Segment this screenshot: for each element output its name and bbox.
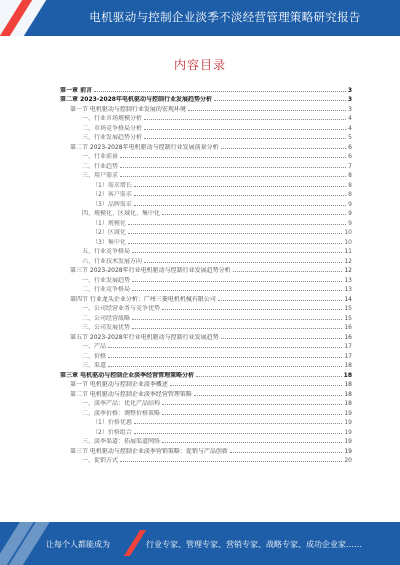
toc-page-number: 9 xyxy=(348,200,352,208)
toc-leader-dots xyxy=(162,404,342,405)
toc-entry[interactable] xyxy=(60,227,352,237)
toc-page-number: 8 xyxy=(348,181,352,189)
toc-heading: 内容目录 xyxy=(173,58,226,72)
toc-entry-title: 一、行业发展趋势 xyxy=(82,276,131,284)
toc-page-number: 6 xyxy=(348,143,352,151)
toc-entry-title: 二、市场竞争格局分析 xyxy=(82,124,143,132)
toc-entry[interactable] xyxy=(60,426,352,436)
toc-entry[interactable] xyxy=(60,407,352,417)
toc-leader-dots xyxy=(132,290,342,291)
toc-leader-dots xyxy=(144,119,346,120)
toc-entry-title: 二、行业竞争格局 xyxy=(82,286,131,293)
toc-page-number: 18 xyxy=(344,362,352,369)
toc-entry[interactable] xyxy=(60,103,352,113)
footer-slogan-right: 行业专家、管理专家、营销专家、战略专家、成功企业家…… xyxy=(146,540,362,549)
toc-entry[interactable] xyxy=(60,151,352,161)
toc-page-number: 12 xyxy=(344,267,352,274)
toc-leader-dots xyxy=(221,148,347,149)
toc-page-number: 3 xyxy=(347,86,352,94)
toc-page-number: 4 xyxy=(348,115,352,122)
toc-entry[interactable] xyxy=(60,132,352,142)
toc-leader-dots xyxy=(134,205,346,206)
toc-entry[interactable] xyxy=(60,445,352,455)
toc-page-number: 9 xyxy=(348,219,352,227)
toc-entry[interactable] xyxy=(60,369,352,379)
toc-entry-title: 三、渠道 xyxy=(82,362,107,369)
toc-page-number: 19 xyxy=(344,409,352,417)
toc-leader-dots xyxy=(218,300,342,301)
toc-page-number: 16 xyxy=(344,324,352,331)
toc-page-number: 18 xyxy=(344,390,352,398)
toc-leader-dots xyxy=(132,328,342,329)
toc-entry-title: 五、行业竞争格局 xyxy=(82,248,131,255)
toc-entry-title: （1）需求增长 xyxy=(92,181,132,189)
toc-page-number: 3 xyxy=(348,105,352,113)
toc-entry-title: （2）价格组合 xyxy=(92,428,132,436)
toc-page-number: 13 xyxy=(344,286,352,293)
toc-leader-dots xyxy=(94,91,346,92)
toc-leader-dots xyxy=(128,243,343,244)
toc-leader-dots xyxy=(162,214,346,215)
toc-entry[interactable] xyxy=(60,170,352,180)
toc-entry[interactable] xyxy=(60,303,352,313)
toc-entry[interactable] xyxy=(60,265,352,275)
toc-entry-title: （3）品牌需求 xyxy=(92,200,132,208)
toc-entry-title: （1）规模化 xyxy=(92,219,126,227)
toc-leader-dots xyxy=(194,395,342,396)
toc-entry[interactable] xyxy=(60,179,352,189)
toc-leader-dots xyxy=(134,186,346,187)
toc-entry[interactable] xyxy=(60,388,352,398)
toc-leader-dots xyxy=(196,376,342,377)
toc-page-number: 17 xyxy=(344,352,352,360)
toc-entry-title: 一、促销方式 xyxy=(82,457,119,464)
toc-entry-title: 二、淡季价格：调整价格策略 xyxy=(82,409,161,417)
toc-leader-dots xyxy=(108,347,342,348)
toc-entry-title: 六、行业技术发展方向 xyxy=(82,257,143,265)
toc-leader-dots xyxy=(162,309,342,310)
toc-entry-title: （2）区域化 xyxy=(92,229,126,236)
toc-entry[interactable] xyxy=(60,189,352,199)
toc-entry-title: 一、淡季产品：优化产品结构 xyxy=(82,400,161,407)
toc-page-number: 19 xyxy=(344,438,352,445)
toc-entry-title: 二、公司经营战略 xyxy=(82,314,131,322)
toc-page-number: 13 xyxy=(344,276,352,284)
toc-page-number: 20 xyxy=(344,457,352,464)
toc-page-number: 19 xyxy=(344,419,352,426)
toc-entry[interactable] xyxy=(60,379,352,389)
toc-leader-dots xyxy=(120,157,346,158)
toc-leader-dots xyxy=(128,233,343,234)
toc-entry-title: 三、公司发展优势 xyxy=(82,324,131,331)
toc-entry-title: 一、产品 xyxy=(82,343,107,350)
toc-leader-dots xyxy=(134,195,346,196)
header-banner xyxy=(0,0,400,36)
toc-entry[interactable] xyxy=(60,246,352,256)
toc-page-number: 10 xyxy=(344,229,352,236)
toc-page-number: 18 xyxy=(343,371,352,379)
toc-entry[interactable] xyxy=(60,293,352,303)
footer-separator xyxy=(124,530,146,556)
toc-page-number: 15 xyxy=(344,314,352,322)
footer-slogan-left: 让每个人都能成为 xyxy=(46,540,110,549)
toc-page-number: 9 xyxy=(348,210,352,217)
toc-leader-dots xyxy=(233,271,343,272)
toc-entry[interactable] xyxy=(60,331,352,341)
toc-leader-dots xyxy=(120,167,346,168)
toc-page-number: 6 xyxy=(348,153,352,160)
toc-entry-title: 四、规模化、区域化、集中化 xyxy=(82,210,161,217)
toc-leader-dots xyxy=(162,442,342,443)
toc-leader-dots xyxy=(120,176,346,177)
toc-entry[interactable] xyxy=(60,398,352,408)
report-title: 电机驱动与控制企业淡季不淡经营管理策略研究报告 xyxy=(89,10,361,24)
toc-entry[interactable] xyxy=(60,236,352,246)
toc-entry[interactable] xyxy=(60,341,352,351)
toc-entry-title: 第一章 前言 xyxy=(60,86,93,94)
toc-page-number: 19 xyxy=(344,447,352,455)
toc-page-number: 11 xyxy=(344,248,352,255)
toc-leader-dots xyxy=(170,385,342,386)
toc-entry-title: 三、行业发展趋势分析 xyxy=(82,134,143,141)
toc-entry-title: （3）集中化 xyxy=(92,238,126,246)
footer-banner xyxy=(0,522,400,565)
toc-entry[interactable] xyxy=(60,417,352,427)
toc-page-number: 12 xyxy=(344,257,352,265)
toc-page-number: 18 xyxy=(344,400,352,407)
toc-leader-dots xyxy=(144,262,342,263)
toc-entry-title: 第二节 2023-2028年电机驱动与控制行业发展前景分析 xyxy=(70,143,219,151)
toc-entry[interactable] xyxy=(60,208,352,218)
toc-page-number: 5 xyxy=(348,134,352,141)
toc-entry-title: 一、行业市场规模分析 xyxy=(82,115,143,122)
toc-page-number: 7 xyxy=(348,162,352,170)
toc-entry-title: 第一节 电机驱动与控制企业淡季概述 xyxy=(70,381,168,388)
toc-entry-title: 第一节 电机驱动与控制行业发展的宏观环境 xyxy=(70,105,186,113)
toc-entry[interactable] xyxy=(60,217,352,227)
toc-page-number: 16 xyxy=(344,333,352,341)
toc-page-number: 18 xyxy=(344,381,352,388)
toc-entry-title: 二、行业趋势 xyxy=(82,162,119,170)
toc-entry-title: （1）价格优惠 xyxy=(92,419,132,426)
toc-entry[interactable] xyxy=(60,255,352,265)
toc-leader-dots xyxy=(134,423,343,424)
toc-leader-dots xyxy=(132,252,342,253)
toc-leader-dots xyxy=(132,281,342,282)
toc-entry-title: 一、公司经营业务与竞争优势 xyxy=(82,305,161,312)
toc-entry[interactable] xyxy=(60,284,352,294)
toc-entry[interactable] xyxy=(60,94,352,104)
toc-page-number: 17 xyxy=(344,343,352,350)
toc-leader-dots xyxy=(134,433,343,434)
toc-entry-title: 第三节 电机驱动与控制企业淡季营销策略：促销与产品创新 xyxy=(70,447,228,455)
toc-entry-title: 第三节 2023-2028年行业电机驱动与控制行业发展趋势分析 xyxy=(70,267,231,274)
toc-leader-dots xyxy=(132,319,342,320)
toc-entry[interactable] xyxy=(60,436,352,446)
toc-page-number: 14 xyxy=(344,295,352,303)
toc-entry[interactable] xyxy=(60,122,352,132)
toc-leader-dots xyxy=(128,224,346,225)
toc-entry[interactable] xyxy=(60,312,352,322)
toc-leader-dots xyxy=(108,366,342,367)
toc-leader-dots xyxy=(144,138,346,139)
toc-entry-title: 第二节 电机驱动与控制企业淡季经营管理策略 xyxy=(70,390,192,398)
toc-leader-dots xyxy=(162,414,342,415)
toc-entry-title: （2）客户需求 xyxy=(92,191,132,198)
toc-entry-title: 一、行业前景 xyxy=(82,153,119,160)
toc-leader-dots xyxy=(120,461,342,462)
toc-leader-dots xyxy=(188,110,346,111)
toc-entry-title: 二、价格 xyxy=(82,352,107,360)
toc-page-number: 3 xyxy=(347,96,352,103)
toc-page-number: 19 xyxy=(344,428,352,436)
toc-leader-dots xyxy=(221,338,343,339)
toc-leader-dots xyxy=(108,357,342,358)
toc-page-number: 8 xyxy=(348,191,352,198)
toc-leader-dots xyxy=(230,452,342,453)
toc-entry[interactable] xyxy=(60,198,352,208)
toc-entry-title: 第三章 电机驱动与控制企业淡季经营管理策略分析 xyxy=(60,371,195,379)
toc-entry[interactable] xyxy=(60,322,352,332)
toc-entry[interactable] xyxy=(60,160,352,170)
toc-entry[interactable] xyxy=(60,360,352,370)
toc-page-number: 15 xyxy=(344,305,352,312)
toc-entry-title: 第四节 行业龙头企业分析：广州三菱电机机械有限公司 xyxy=(70,295,216,303)
toc-entry[interactable] xyxy=(60,274,352,284)
toc-page-number: 10 xyxy=(344,238,352,246)
toc-entry-title: 三、用户需求 xyxy=(82,172,119,179)
toc-leader-dots xyxy=(214,100,346,101)
toc-entry[interactable] xyxy=(60,141,352,151)
toc-page-number: 4 xyxy=(348,124,352,132)
toc-entry-title: 第五节 2023-2028年行业电机驱动与控制行业发展趋势 xyxy=(70,333,219,341)
table-of-contents xyxy=(60,84,352,464)
toc-leader-dots xyxy=(144,129,346,130)
toc-entry-title: 三、淡季渠道：拓展渠道网络 xyxy=(82,438,161,445)
toc-entry[interactable] xyxy=(60,84,352,94)
toc-entry[interactable] xyxy=(60,113,352,123)
toc-entry-title: 第二章 2023-2028年电机驱动与控制行业发展趋势分析 xyxy=(60,96,212,103)
toc-page-number: 8 xyxy=(348,172,352,179)
toc-entry[interactable] xyxy=(60,455,352,465)
toc-entry[interactable] xyxy=(60,350,352,360)
